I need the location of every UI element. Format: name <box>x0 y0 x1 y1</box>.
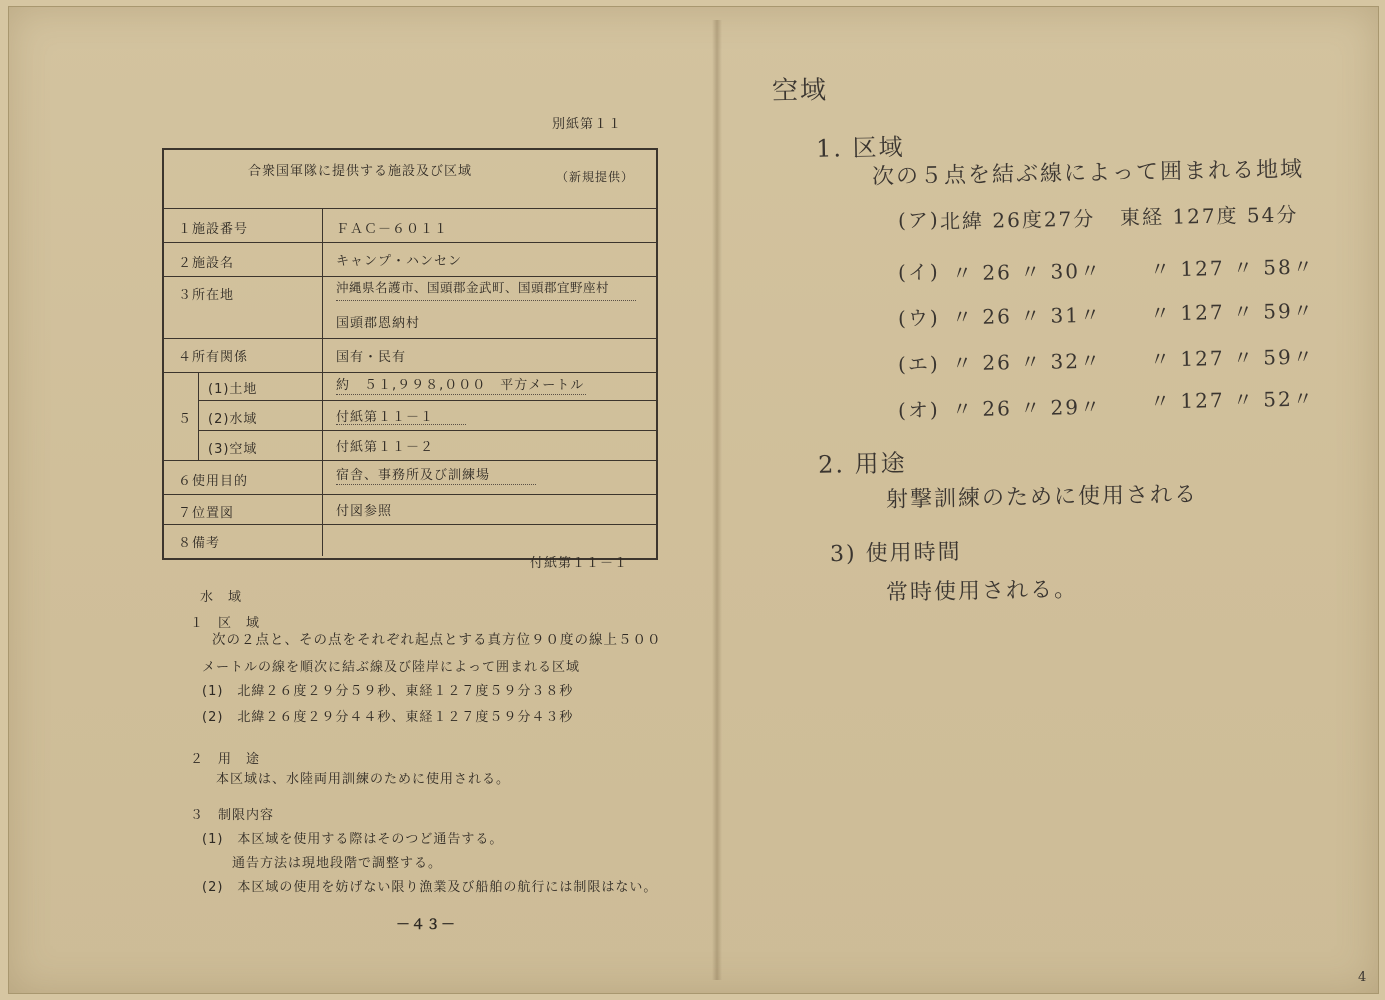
s2-title: ２ 用 途 <box>190 752 261 767</box>
s3-item1b: 通告方法は現地段階で調整する。 <box>232 856 443 871</box>
s3-item2: (2) 本区域の使用を妨げない限り漁業及び船舶の航行には制限はない。 <box>202 880 658 895</box>
facility-table <box>162 148 658 560</box>
s1-point1: (1) 北緯２６度２９分５９秒、東経１２７度５９分３８秒 <box>202 684 574 699</box>
s1-title: １ 区 域 <box>190 616 261 631</box>
value-purpose: 宿舎、事務所及び訓練場 <box>336 468 491 483</box>
value-facility-name: キャンプ・ハンセン <box>336 254 463 269</box>
s1-line1: 次の２点と、その点をそれぞれ起点とする真方位９０度の線上５００ <box>212 632 662 648</box>
point-label: (ア) <box>897 207 940 233</box>
handwritten-s3-text: 常時使用される。 <box>885 577 1079 606</box>
value-location-2: 国頭郡恩納村 <box>336 316 421 331</box>
label-location: ３所在地 <box>178 288 235 303</box>
point-lat: 北緯 26度27分 <box>939 206 1096 234</box>
value-ownership: 国有・民有 <box>336 350 407 365</box>
point-lat: 〃 26 〃 30〃 <box>951 258 1103 286</box>
point-label: (オ) <box>897 397 940 423</box>
value-location: 沖縄県名護市、国頭郡金武町、国頭郡宜野座村 <box>336 280 610 295</box>
handwritten-s1-text: 次の５点を結ぶ線によって囲まれる地域 <box>871 157 1305 190</box>
point-lat: 〃 26 〃 29〃 <box>951 394 1103 422</box>
handwritten-s1-title: 1. 区域 <box>815 133 905 163</box>
section-title: 水 域 <box>200 590 243 605</box>
table-title: 合衆国軍隊に提供する施設及び区域 <box>248 164 473 179</box>
point-lat: 〃 26 〃 32〃 <box>951 348 1103 376</box>
page-number: －４３－ <box>396 917 456 933</box>
label-airspace: (3)空域 <box>208 442 258 457</box>
value-location-map: 付図参照 <box>336 504 393 519</box>
value-airspace: 付紙第１１－２ <box>336 440 435 455</box>
label-facility-number: １施設番号 <box>178 222 249 237</box>
point-lon: 〃 127 〃 52〃 <box>1149 386 1315 414</box>
handwritten-s2-title: 2. 用途 <box>817 449 907 479</box>
s1-line2: メートルの線を順次に結ぶ線及び陸岸によって囲まれる区域 <box>202 660 581 675</box>
label-area-number: ５ <box>178 412 193 427</box>
label-location-map: ７位置図 <box>178 506 235 521</box>
value-facility-number: ＦＡＣ－６０１１ <box>336 222 449 237</box>
annex-label: 別紙第１１ <box>552 117 623 132</box>
value-land-area: 約 ５１,９９８,０００ 平方メートル <box>336 378 585 393</box>
point-lon: 〃 127 〃 59〃 <box>1149 298 1315 326</box>
s1-point2: (2) 北緯２６度２９分４４秒、東経１２７度５９分４３秒 <box>202 710 574 725</box>
label-land: (1)土地 <box>208 382 258 397</box>
value-water-area: 付紙第１１－１ <box>336 410 435 425</box>
s3-title: ３ 制限内容 <box>190 808 275 823</box>
label-purpose: ６使用目的 <box>178 474 249 489</box>
point-lat: 〃 26 〃 31〃 <box>951 302 1103 330</box>
label-facility-name: ２施設名 <box>178 256 235 271</box>
point-label: (ウ) <box>897 305 940 331</box>
corner-mark: 4 <box>1358 970 1369 985</box>
label-ownership: ４所有関係 <box>178 350 249 365</box>
s2-text: 本区域は、水陸両用訓練のために使用される。 <box>216 772 511 787</box>
point-label: (イ) <box>897 259 940 285</box>
handwritten-s3-title: 3) 使用時間 <box>829 539 962 568</box>
label-remarks: ８備考 <box>178 536 221 551</box>
point-label: (エ) <box>897 351 940 377</box>
page-fold <box>712 20 722 980</box>
table-subtitle: （新規提供） <box>556 170 635 184</box>
handwritten-s2-text: 射撃訓練のために使用される <box>885 482 1199 513</box>
handwritten-heading: 空域 <box>771 75 829 107</box>
point-lon: 〃 127 〃 59〃 <box>1149 344 1315 372</box>
point-lon: 〃 127 〃 58〃 <box>1149 254 1315 282</box>
s3-item1: (1) 本区域を使用する際はそのつど通告する。 <box>202 832 504 847</box>
label-water-area: (2)水域 <box>208 412 258 427</box>
attachment-label: 付紙第１１－１ <box>530 556 629 571</box>
point-lon: 東経 127度 54分 <box>1119 202 1299 230</box>
